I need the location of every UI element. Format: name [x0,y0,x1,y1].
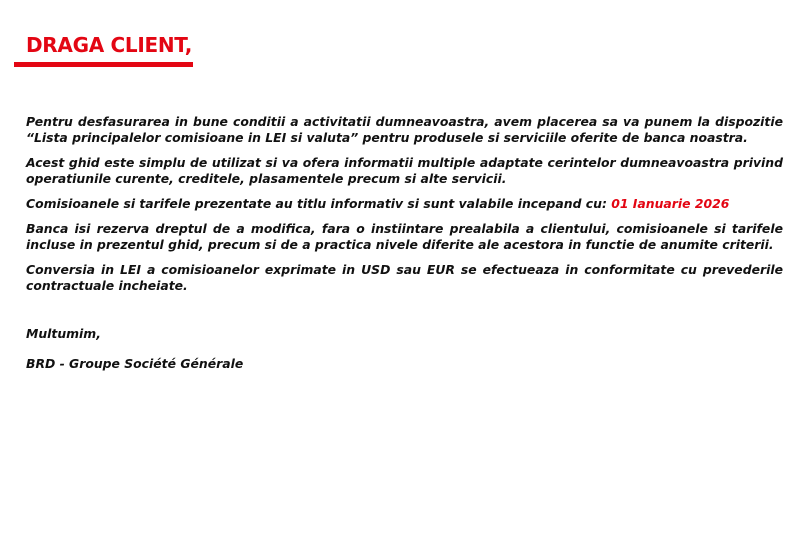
page-title: DRAGA CLIENT, [26,33,193,57]
title-underline [14,62,193,67]
paragraph-validity [26,196,783,212]
validity-date: 01 Ianuarie 2026 [611,196,730,211]
paragraph-guide: Acest ghid este simplu de utilizat si va ofera informatii multiple adaptate cerintelor dumneavoastra privind operatiunile curente, creditele, plasamentele precum si alte servicii. [26,155,783,186]
paragraph-conversion: Conversia in LEI a comisioanelor exprimate in USD sau EUR se efectueaza in conformitate cu prevederile contractuale incheiate. [26,262,783,293]
closing-text: Multumim, [26,326,101,341]
letter-body [26,114,783,303]
validity-text: Comisioanele si tarifele prezentate au titlu informativ si sunt valabile incepand cu: [26,196,612,211]
signature-text: BRD - Groupe Société Générale [26,356,244,371]
signoff [26,326,243,386]
paragraph-rights: Banca isi rezerva dreptul de a modifica, fara o instiintare prealabila a clientului, comisioanele si tarifele incluse in prezentul ghid, precum si de a practica nivele diferite ale acestora in functie de anumite criterii. [26,221,783,252]
paragraph-intro: Pentru desfasurarea in bune conditii a activitatii dumneavoastra, avem placerea sa va punem la dispozitie “Lista principalelor comisioane in LEI si valuta” pentru produsele si serviciile oferite de banca noastra. [26,114,783,145]
